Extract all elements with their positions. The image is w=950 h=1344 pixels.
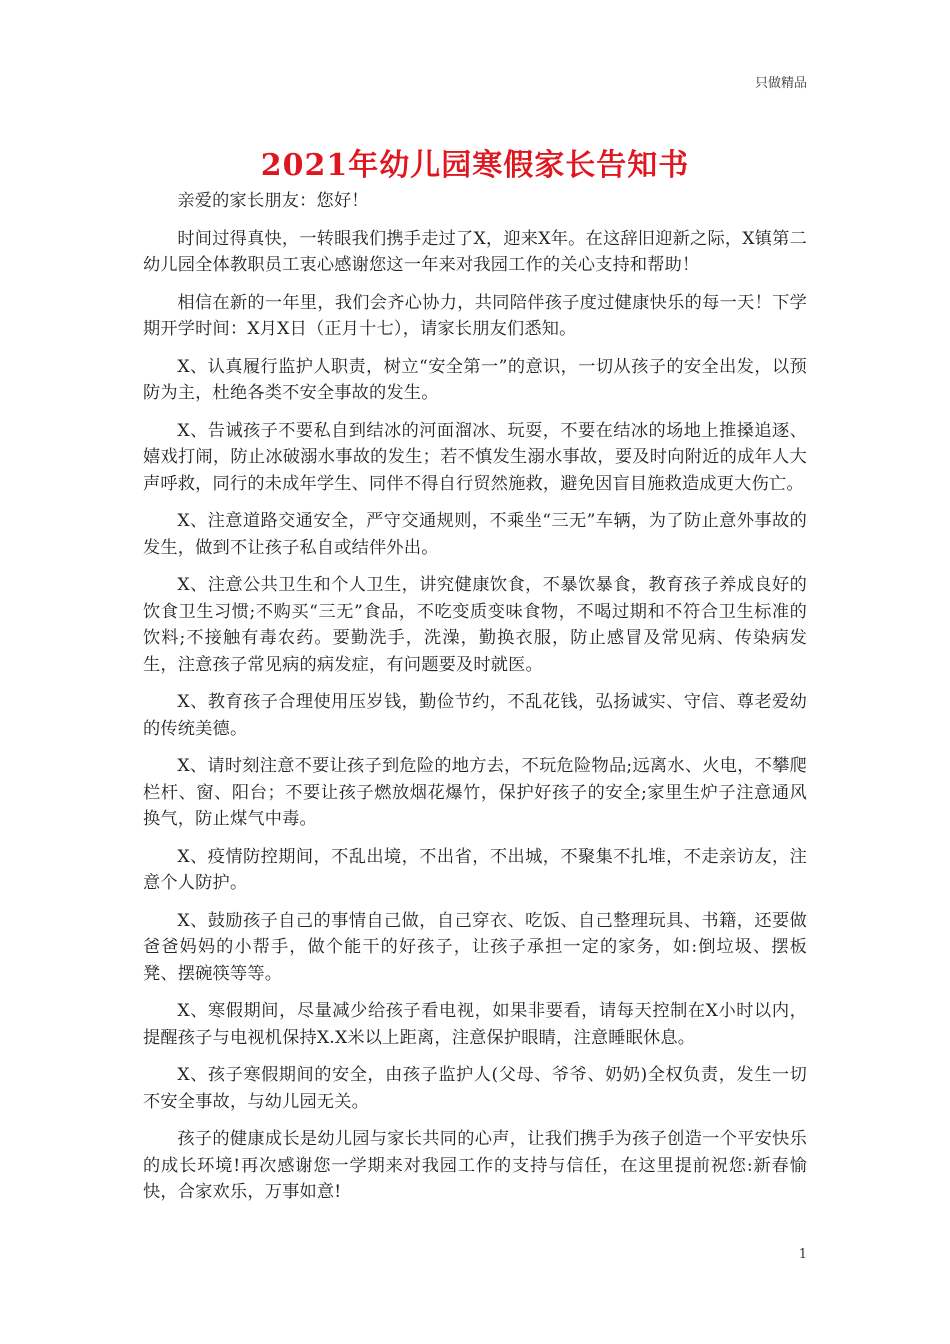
notice-item: X、请时刻注意不要让孩子到危险的地方去，不玩危险物品;远离水、火电，不攀爬栏杆、窗、阳台；不要让孩子燃放烟花爆竹，保护好孩子的安全;家里生炉子注意通风换气，防止煤气中毒。 xyxy=(143,756,807,829)
header-note: 只做精品 xyxy=(754,76,807,91)
notice-item: X、寒假期间，尽量减少给孩子看电视，如果非要看，请每天控制在X小时以内，提醒孩子与电视机保持X.X米以上距离，注意保护眼睛，注意睡眠休息。 xyxy=(143,1001,807,1048)
greeting-paragraph: 亲爱的家长朋友：您好！ xyxy=(177,191,369,211)
notice-item: X、疫情防控期间，不乱出境，不出省，不出城，不聚集不扎堆，不走亲访友，注意个人防护。 xyxy=(143,846,807,893)
notice-item: X、鼓励孩子自己的事情自己做，自己穿衣、吃饭、自己整理玩具、书籍，还要做爸爸妈妈的小帮手，做个能干的好孩子，让孩子承担一定的家务，如:倒垃圾、摆板凳、摆碗筷等等。 xyxy=(143,910,807,984)
notice-item: X、孩子寒假期间的安全，由孩子监护人(父母、爷爷、奶奶)全权负责，发生一切不安全事故，与幼儿园无关。 xyxy=(143,1065,807,1112)
notice-item: X、认真履行监护人职责，树立“安全第一”的意识，一切从孩子的安全出发，以预防为主，杜绝各类不安全事故的发生。 xyxy=(143,356,807,403)
notice-item: X、注意公共卫生和个人卫生，讲究健康饮食，不暴饮暴食，教育孩子养成良好的饮食卫生习惯;不购买“三无”食品，不吃变质变味食物，不喝过期和不符合卫生标准的饮料;不接触有毒农药。要勤洗手，洗澡，勤换衣服，防止感冒及常见病、传染病发生，注意孩子常见病的病发症，有问题要及时就医。 xyxy=(143,575,807,675)
document-title: 2021年幼儿园寒假家长告知书 xyxy=(260,148,690,183)
document-body xyxy=(143,188,807,1217)
notice-item: X、教育孩子合理使用压岁钱，勤俭节约，不乱花钱，弘扬诚实、守信、尊老爱幼的传统美德。 xyxy=(143,692,807,739)
closing-paragraph: 孩子的健康成长是幼儿园与家长共同的心声，让我们携手为孩子创造一个平安快乐的成长环境!再次感谢您一学期来对我园工作的支持与信任，在这里提前祝您:新春愉快，合家欢乐，万事如意! xyxy=(143,1129,807,1202)
page-number: 1 xyxy=(798,1247,807,1262)
notice-item: X、告诫孩子不要私自到结冰的河面溜冰、玩耍，不要在结冰的场地上推搡追逐、嬉戏打闹，防止冰破溺水事故的发生；若不慎发生溺水事故，要及时向附近的成年人大声呼救，同行的未成年学生、同伴不得自行贸然施救，避免因盲目施救造成更大伤亡。 xyxy=(143,420,807,494)
intro-paragraph: 时间过得真快，一转眼我们携手走过了X，迎来X年。在这辞旧迎新之际，X镇第二幼儿园全体教职员工衷心感谢您这一年来对我园工作的关心支持和帮助！ xyxy=(143,228,807,275)
notice-item: X、注意道路交通安全，严守交通规则，不乘坐“三无”车辆，为了防止意外事故的发生，做到不让孩子私自或结伴外出。 xyxy=(143,511,807,558)
intro-paragraph: 相信在新的一年里，我们会齐心协力，共同陪伴孩子度过健康快乐的每一天！下学期开学时间：X月X日（正月十七），请家长朋友们悉知。 xyxy=(143,292,807,339)
